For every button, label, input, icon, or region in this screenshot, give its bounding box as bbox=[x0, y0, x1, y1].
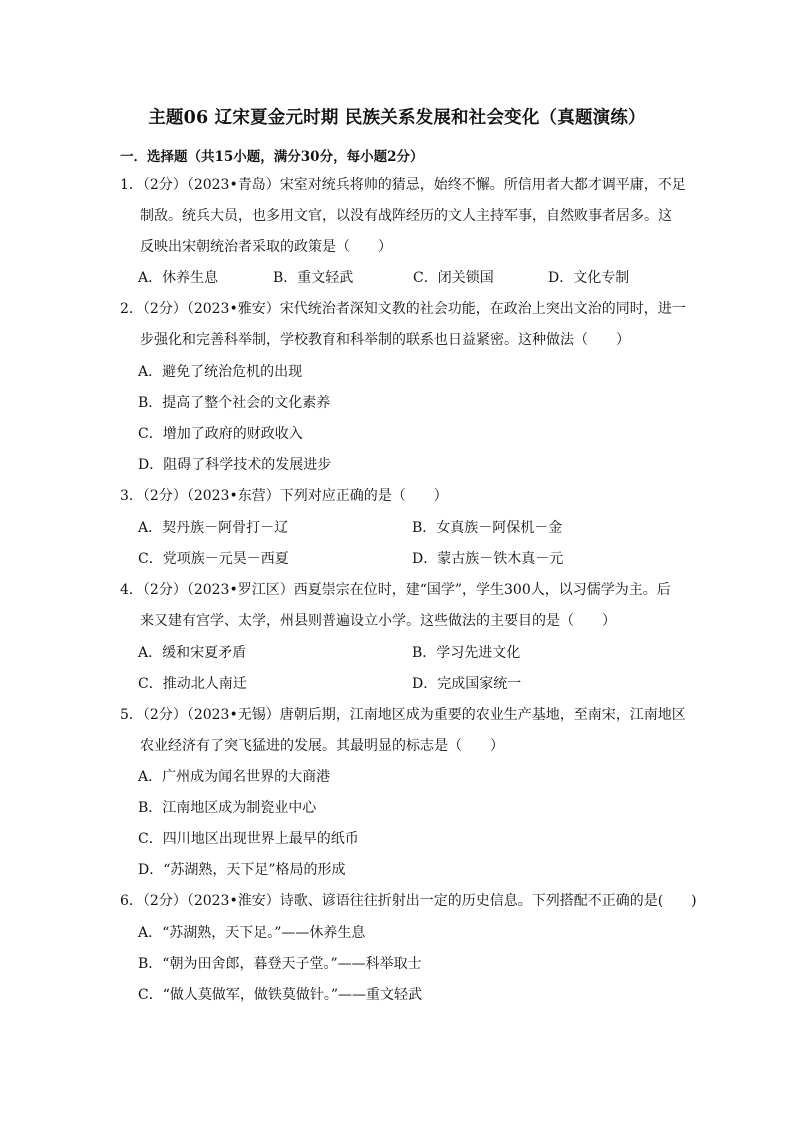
question-1-line-3: 反映出宋朝统治者采取的政策是（ ） bbox=[140, 239, 392, 255]
question-6-line-1: 6．（2分）（2023•淮安）诗歌、谚语往往折射出一定的历史信息。下列搭配不正确的是( ) bbox=[120, 893, 697, 909]
question-4-option-c[interactable]: C．推动北人南迁 bbox=[138, 676, 247, 692]
question-2-stem bbox=[120, 294, 686, 356]
question-6-option-c[interactable]: C．“做人莫做军，做铁莫做针。”——重文轻武 bbox=[138, 987, 423, 1003]
question-6-option-b[interactable]: B．“朝为田舍郎，暮登天子堂。”——科举取士 bbox=[138, 956, 422, 972]
question-4-option-b[interactable]: B．学习先进文化 bbox=[412, 645, 521, 661]
section-heading: 一．选择题（共15小题，满分30分，每小题2分） bbox=[120, 149, 424, 165]
question-2-line-1: 2．（2分）（2023•雅安）宋代统治者深知文教的社会功能，在政治上突出文治的同时，进一 bbox=[120, 301, 686, 317]
question-5-stem bbox=[120, 700, 686, 762]
question-1-line-2: 制敌。统兵大员，也多用文官，以没有战阵经历的文人主持军事，自然败事者居多。这 bbox=[140, 208, 672, 224]
question-2-line-2: 步强化和完善科举制，学校教育和科举制的联系也日益紧密。这种做法（ ） bbox=[140, 332, 630, 348]
question-1-line-1: 1．（2分）（2023•青岛）宋室对统兵将帅的猜忌，始终不懈。所信用者大都才调平庸，不足 bbox=[120, 177, 686, 193]
question-5-line-1: 5．（2分）（2023•无锡）唐朝后期，江南地区成为重要的农业生产基地，至南宋，江南地区 bbox=[120, 707, 686, 723]
question-4-stem bbox=[120, 575, 680, 637]
question-3-stem bbox=[120, 481, 680, 512]
question-1-option-c[interactable]: C．闭关锁国 bbox=[413, 270, 494, 286]
question-5-option-a[interactable]: A．广州成为闻名世界的大商港 bbox=[138, 769, 331, 785]
question-1-option-b[interactable]: B．重文轻武 bbox=[273, 270, 354, 286]
question-6-stem bbox=[120, 886, 697, 917]
question-4-option-d[interactable]: D．完成国家统一 bbox=[412, 676, 522, 692]
question-1-stem bbox=[120, 170, 686, 263]
question-6-option-a[interactable]: A．“苏湖熟，天下足。”——休养生息 bbox=[138, 925, 366, 941]
question-1-option-d[interactable]: D．文化专制 bbox=[548, 270, 630, 286]
question-2-option-c[interactable]: C．增加了政府的财政收入 bbox=[138, 426, 303, 442]
question-3-option-c[interactable]: C．党项族－元昊－西夏 bbox=[138, 551, 289, 567]
question-3-option-d[interactable]: D．蒙古族－铁木真－元 bbox=[412, 551, 564, 567]
question-5-option-b[interactable]: B．江南地区成为制瓷业中心 bbox=[138, 800, 317, 816]
page-title: 主题06 辽宋夏金元时期 民族关系发展和社会变化（真题演练） bbox=[148, 108, 646, 128]
question-1-option-a[interactable]: A．休养生息 bbox=[138, 270, 219, 286]
question-4-line-1: 4．（2分）（2023•罗江区）西夏崇宗在位时，建“国学”，学生300人，以习儒学为主。后 bbox=[120, 582, 671, 598]
question-5-line-2: 农业经济有了突飞猛进的发展。其最明显的标志是（ ） bbox=[140, 738, 504, 754]
question-5-option-c[interactable]: C．四川地区出现世界上最早的纸币 bbox=[138, 831, 359, 847]
question-2-option-a[interactable]: A．避免了统治危机的出现 bbox=[138, 364, 303, 380]
question-4-option-a[interactable]: A．缓和宋夏矛盾 bbox=[138, 645, 247, 661]
question-3-option-b[interactable]: B．女真族－阿保机－金 bbox=[412, 520, 563, 536]
question-4-line-2: 来又建有宫学、太学，州县则普遍设立小学。这些做法的主要目的是（ ） bbox=[140, 613, 616, 629]
question-3-line-1: 3．（2分）（2023•东营）下列对应正确的是（ ） bbox=[120, 488, 448, 504]
question-3-option-a[interactable]: A．契丹族－阿骨打－辽 bbox=[138, 520, 289, 536]
question-2-option-b[interactable]: B．提高了整个社会的文化素养 bbox=[138, 395, 331, 411]
question-2-option-d[interactable]: D．阻碍了科学技术的发展进步 bbox=[138, 457, 332, 473]
question-5-option-d[interactable]: D．“苏湖熟，天下足”格局的形成 bbox=[138, 862, 346, 878]
